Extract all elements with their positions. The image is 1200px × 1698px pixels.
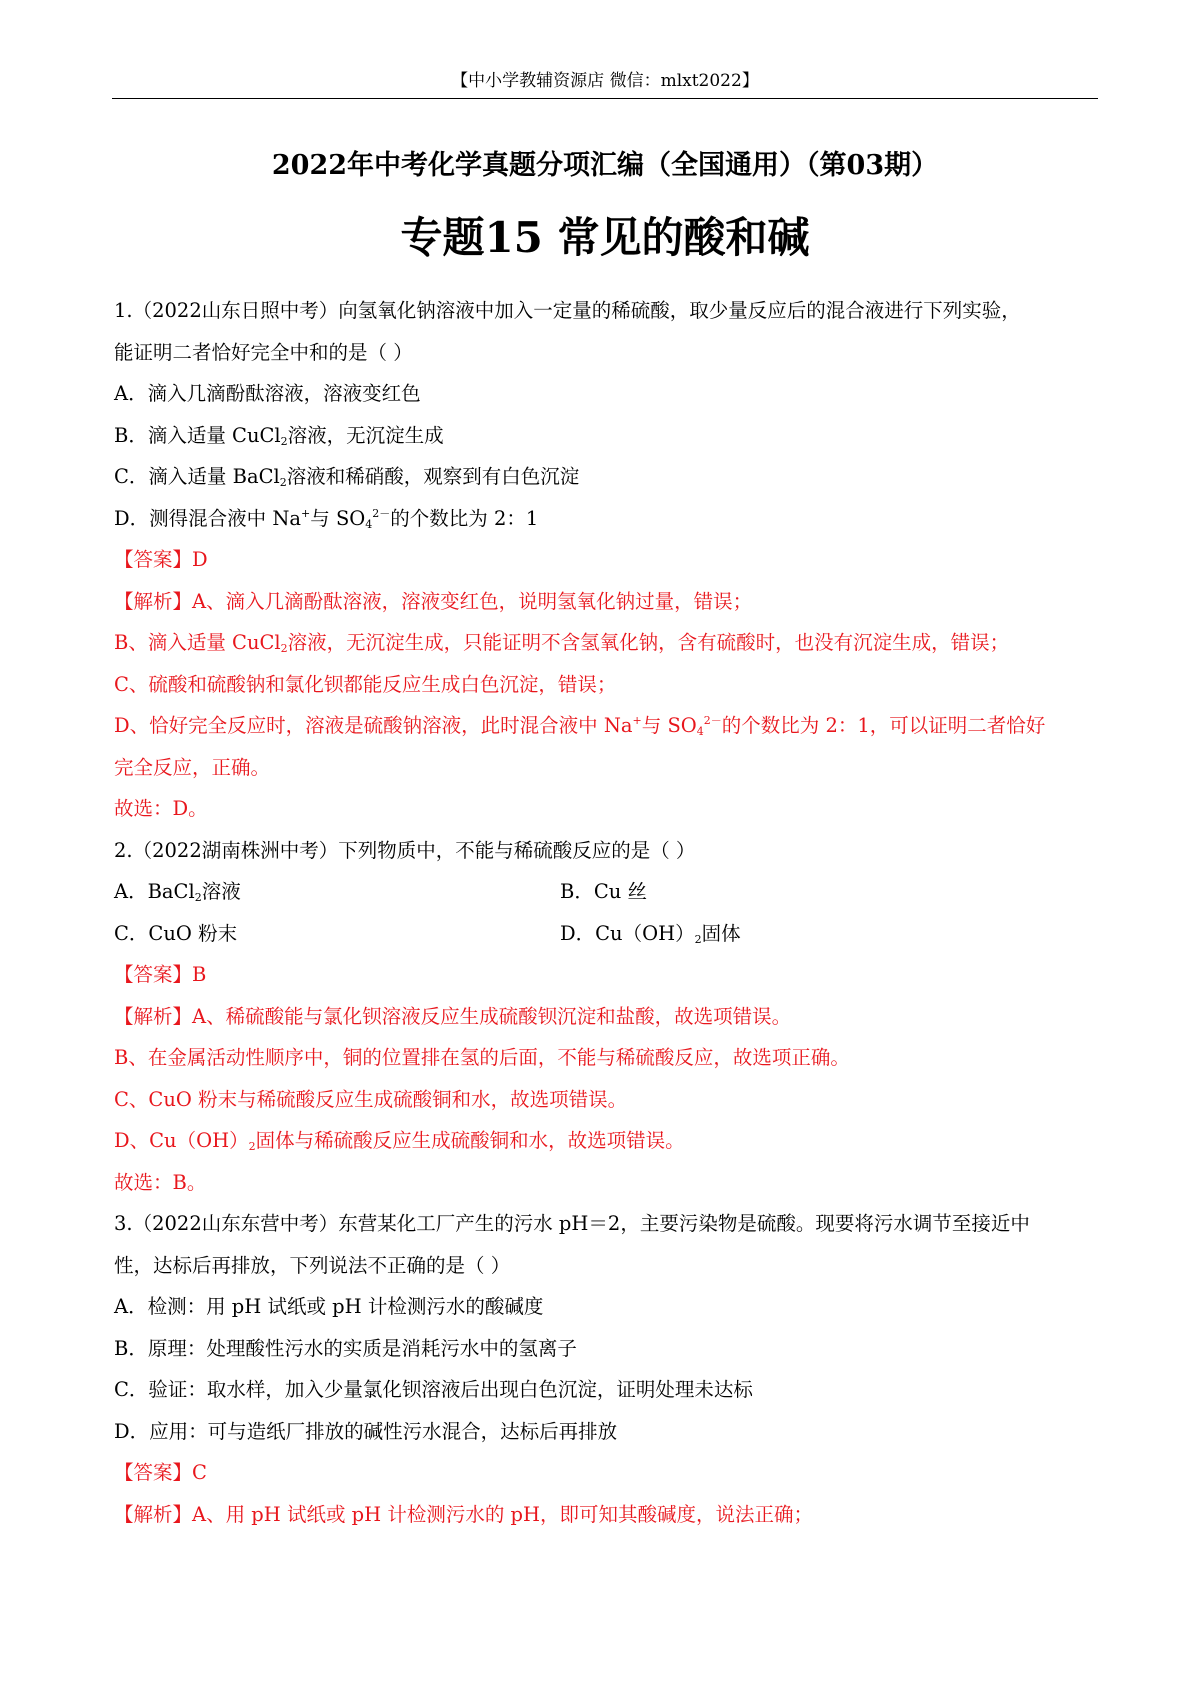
header-rule bbox=[112, 98, 1098, 99]
q1-stem-line1: 1.（2022山东日照中考）向氢氧化钠溶液中加入一定量的稀硫酸，取少量反应后的混合液进行下列实验， bbox=[114, 299, 1021, 322]
q1-choice: 故选：D。 bbox=[114, 797, 208, 820]
q1-option-a: A．滴入几滴酚酞溶液，溶液变红色 bbox=[114, 382, 421, 405]
q2-option-d: D．$Cu(OH)_2$固体 bbox=[560, 921, 741, 946]
q1-explanation-1: 【解析】A、滴入几滴酚酞溶液，溶液变红色，说明氢氧化钠过量，错误； bbox=[114, 589, 753, 613]
q2-options-row2 bbox=[114, 913, 1098, 955]
q2-option-b: B．Cu 丝 bbox=[560, 880, 648, 903]
q3-option-c: C．验证：取水样，加入少量氯化钡溶液后出现白色沉淀，证明处理未达标 bbox=[114, 1378, 753, 1401]
q1-explanation-5: 完全反应，正确。 bbox=[114, 755, 271, 779]
q2-option-c: C．CuO 粉末 bbox=[114, 921, 238, 945]
q1-option-b: B．滴入适量 CuCl$_2$溶液，无沉淀生成 bbox=[114, 423, 444, 448]
q2-option-a: A．BaCl$_2$溶液 bbox=[114, 880, 241, 904]
series-title: 2022年中考化学真题分项汇编（全国通用）（第03期） bbox=[271, 150, 939, 181]
q1-option-c: C．滴入适量 BaCl$_2$溶液和稀硝酸，观察到有白色沉淀 bbox=[114, 465, 580, 489]
q1-answer: 【答案】D bbox=[114, 548, 208, 571]
q1-explanation-2: B、滴入适量 CuCl$_2$溶液，无沉淀生成，只能证明不含氢氧化钠，含有硫酸时，也没有沉淀生成，错误； bbox=[114, 631, 1010, 655]
q3-explanation-1: 【解析】A、用 pH 试纸或 pH 计检测污水的 pH，即可知其酸碱度，说法正确； bbox=[114, 1502, 814, 1526]
q3-answer: 【答案】C bbox=[114, 1461, 207, 1484]
question-list bbox=[114, 290, 1098, 1535]
q2-stem: 2.（2022湖南株洲中考）下列物质中，不能与稀硫酸反应的是（ ） bbox=[114, 838, 696, 862]
q2-options-row1 bbox=[114, 871, 1098, 913]
q2-choice: 故选：B。 bbox=[114, 1170, 207, 1194]
q2-answer: 【答案】B bbox=[114, 963, 207, 986]
q3-stem-line2: 性，达标后再排放，下列说法不正确的是（ ） bbox=[114, 1253, 511, 1277]
q1-option-d: D．测得混合液中 Na+与 $SO_4^{2-}$的个数比为 2：1 bbox=[114, 506, 539, 531]
header-note: 【中小学教辅资源店 微信：mlxt2022】 bbox=[451, 71, 759, 91]
topic-title: 专题15 常见的酸和碱 bbox=[400, 213, 810, 262]
q3-option-a: A．检测：用 pH 试纸或 pH 计检测污水的酸碱度 bbox=[114, 1295, 544, 1318]
q1-stem-line2: 能证明二者恰好完全中和的是（ ） bbox=[114, 340, 413, 364]
q3-option-b: B．原理：处理酸性污水的实质是消耗污水中的氢离子 bbox=[114, 1336, 577, 1360]
q2-explanation-1: 【解析】A、稀硫酸能与氯化钡溶液反应生成硫酸钡沉淀和盐酸，故选项错误。 bbox=[114, 1004, 792, 1028]
q1-explanation-3: C、硫酸和硫酸钠和氯化钡都能反应生成白色沉淀，错误； bbox=[114, 672, 617, 696]
q3-option-d: D．应用：可与造纸厂排放的碱性污水混合，达标后再排放 bbox=[114, 1419, 618, 1443]
q3-stem-line1: 3.（2022山东东营中考）东营某化工厂产生的污水 pH＝2，主要污染物是硫酸。现要将污水调节至接近中 bbox=[114, 1212, 1030, 1235]
q2-explanation-4: D、$Cu(OH)_2$固体与稀硫酸反应生成硫酸铜和水，故选项错误。 bbox=[114, 1129, 685, 1153]
q2-explanation-2: B、在金属活动性顺序中，铜的位置排在氢的后面，不能与稀硫酸反应，故选项正确。 bbox=[114, 1046, 850, 1069]
q1-explanation-4: D、恰好完全反应时，溶液是硫酸钠溶液，此时混合液中 Na+与 $SO_4^{2-}$的个数比为 2：1，可以证明二者恰好 bbox=[114, 714, 1046, 738]
q2-explanation-3: C、CuO 粉末与稀硫酸反应生成硫酸铜和水，故选项错误。 bbox=[114, 1087, 628, 1111]
